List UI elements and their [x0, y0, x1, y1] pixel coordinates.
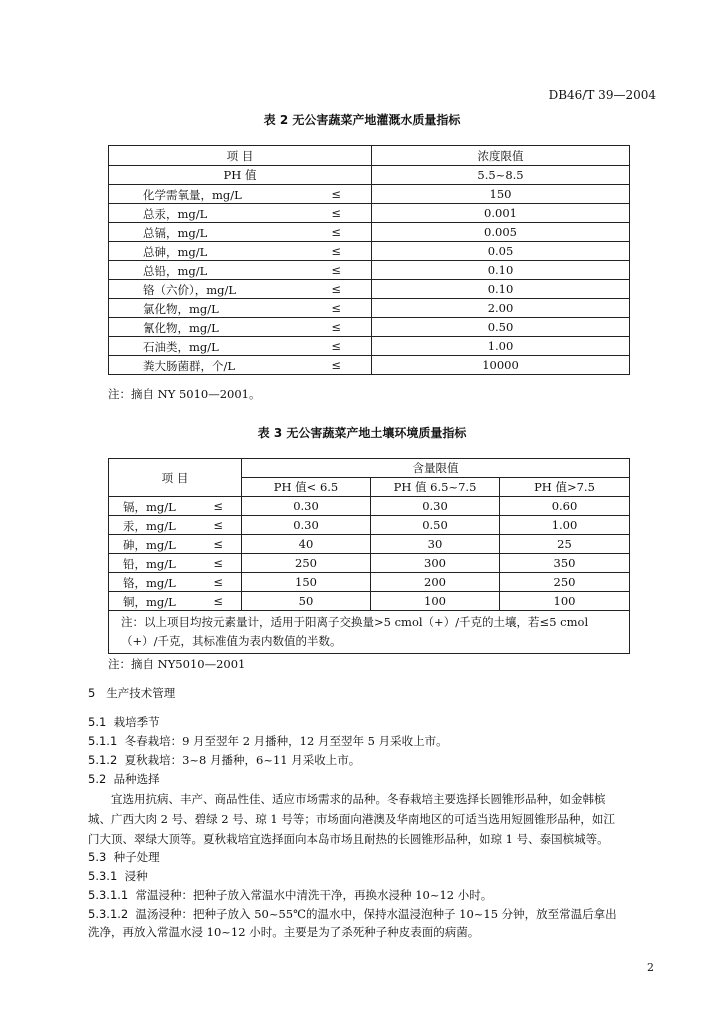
table-row [109, 280, 630, 299]
row-symbol: ≤ [213, 499, 223, 513]
row-symbol: ≤ [331, 206, 341, 220]
row-value: 2.00 [372, 299, 630, 318]
table3-inner-note-line1: 注：以上项目均按元素量计，适用于阳离子交换量>5 cmol（+）/千克的土壤，若≤5 cmol [121, 615, 589, 629]
row-symbol: ≤ [331, 225, 341, 239]
table2-note: 注：摘自 NY 5010—2001。 [108, 387, 261, 401]
row-value: 200 [371, 573, 500, 592]
section-text: 把种子放入常温水中清洗干净，再换水浸种 10~12 小时。 [193, 888, 493, 902]
row-name: 铜，mg/L [123, 595, 176, 609]
row-name: 总砷，mg/L [143, 245, 208, 259]
table3-inner-note [109, 611, 630, 654]
row-symbol: ≤ [331, 358, 341, 372]
section-5-3-1-heading [88, 868, 148, 884]
row-value: 30 [371, 535, 500, 554]
table2-header-item: 项 目 [109, 146, 372, 166]
table-row [109, 223, 630, 242]
section-number: 5.3 [88, 850, 107, 864]
table2-caption: 表 2 无公害蔬菜产地灌溉水质量指标 [263, 113, 461, 127]
row-value: 1.00 [372, 337, 630, 356]
table-row [109, 573, 630, 592]
section-5-3-heading [88, 849, 160, 865]
row-value: 150 [372, 185, 630, 204]
section-number: 5.1.2 [88, 753, 118, 767]
row-value: 0.30 [242, 516, 371, 535]
row-symbol: ≤ [331, 301, 341, 315]
row-name: 汞，mg/L [123, 519, 176, 533]
row-name: 铬，mg/L [123, 576, 176, 590]
row-symbol: ≤ [213, 537, 223, 551]
table3-col-header: PH 值< 6.5 [242, 478, 371, 497]
row-symbol: ≤ [213, 556, 223, 570]
table-row [109, 337, 630, 356]
row-symbol: ≤ [331, 320, 341, 334]
section-title: 夏秋栽培： [124, 753, 183, 767]
row-value: 40 [242, 535, 371, 554]
row-name: 砷，mg/L [123, 538, 176, 552]
section-5-heading [88, 685, 175, 701]
section-5-1-heading [88, 714, 160, 730]
row-name: 镉，mg/L [123, 500, 176, 514]
section-5-2-heading [88, 771, 160, 787]
row-name: 总铅，mg/L [143, 264, 208, 278]
section-5-3-1-1 [88, 887, 492, 903]
section-number: 5.3.1 [88, 869, 118, 883]
table3-col-header: PH 值 6.5~7.5 [371, 478, 500, 497]
row-value: 0.10 [372, 261, 630, 280]
table2-ph-value: 5.5~8.5 [372, 166, 630, 185]
table-row [109, 261, 630, 280]
table2-ph-label: PH 值 [109, 166, 372, 185]
row-symbol: ≤ [331, 339, 341, 353]
row-value: 0.30 [371, 497, 500, 516]
section-number: 5.3.1.2 [88, 907, 129, 921]
row-name: 粪大肠菌群，个/L [143, 359, 236, 373]
row-name: 氰化物，mg/L [143, 321, 219, 335]
row-value: 100 [371, 592, 500, 611]
row-value: 0.60 [500, 497, 630, 516]
row-value: 50 [242, 592, 371, 611]
section-number: 5.1 [88, 715, 107, 729]
table3 [108, 458, 630, 654]
section-title: 生产技术管理 [106, 686, 176, 700]
row-name: 总镉，mg/L [143, 226, 208, 240]
row-symbol: ≤ [331, 263, 341, 277]
page-number: 2 [647, 961, 654, 974]
section-title: 栽培季节 [113, 715, 160, 729]
section-5-1-2 [88, 752, 360, 768]
row-name: 石油类，mg/L [143, 340, 219, 354]
section-title: 品种选择 [113, 772, 160, 786]
table3-header-group: 含量限值 [242, 459, 630, 478]
row-name: 总汞，mg/L [143, 207, 208, 221]
paragraph-line: 门大顶、翠绿大顶等。夏秋栽培宜选择面向本岛市场且耐热的长圆锥形品种，如琼 1 号、泰国槟城等。 [88, 832, 609, 846]
table-row [109, 535, 630, 554]
row-value: 0.001 [372, 204, 630, 223]
table-row [109, 299, 630, 318]
table3-caption: 表 3 无公害蔬菜产地土壤环境质量指标 [257, 426, 467, 440]
row-value: 100 [500, 592, 630, 611]
table-row [109, 242, 630, 261]
row-value: 350 [500, 554, 630, 573]
document-number: DB46/T 39—2004 [548, 88, 656, 102]
row-value: 0.50 [372, 318, 630, 337]
table-row [109, 497, 630, 516]
section-title: 浸种 [124, 869, 148, 883]
row-symbol: ≤ [213, 518, 223, 532]
section-5-3-1-2 [88, 906, 617, 922]
paragraph-line: 城、广西大肉 2 号、碧绿 2 号、琼 1 号等；市场面向港澳及华南地区的可适当选用短圆锥形品种，如江 [88, 812, 615, 826]
row-value: 0.05 [372, 242, 630, 261]
table-row [109, 554, 630, 573]
table3-col-header: PH 值>7.5 [500, 478, 630, 497]
table-row [109, 516, 630, 535]
row-symbol: ≤ [331, 282, 341, 296]
table3-inner-note-line2: （+）/千克，其标准值为表内数值的半数。 [121, 634, 342, 648]
row-name: 氯化物，mg/L [143, 302, 219, 316]
row-value: 1.00 [500, 516, 630, 535]
section-title: 种子处理 [113, 850, 160, 864]
section-5-2-paragraph [88, 789, 658, 849]
row-value: 25 [500, 535, 630, 554]
table-row [109, 356, 630, 375]
row-value: 0.30 [242, 497, 371, 516]
table2-header-limit: 浓度限值 [372, 146, 630, 166]
row-value: 300 [371, 554, 500, 573]
row-value: 0.10 [372, 280, 630, 299]
row-symbol: ≤ [331, 187, 341, 201]
row-name: 铅，mg/L [123, 557, 176, 571]
row-symbol: ≤ [213, 594, 223, 608]
table3-header-item: 项 目 [109, 459, 242, 497]
section-title: 温汤浸种： [135, 907, 194, 921]
row-symbol: ≤ [331, 244, 341, 258]
table-row [109, 204, 630, 223]
paragraph-line: 宜选用抗病、丰产、商品性佳、适应市场需求的品种。冬春栽培主要选择长圆锥形品种，如金韩槟 [111, 792, 606, 806]
section-number: 5.3.1.1 [88, 888, 129, 902]
row-value: 0.005 [372, 223, 630, 242]
row-value: 10000 [372, 356, 630, 375]
section-title: 常温浸种： [135, 888, 194, 902]
table2 [108, 145, 630, 375]
section-5-1-1 [88, 733, 448, 749]
section-text: 9 月至翌年 2 月播种，12 月至翌年 5 月采收上市。 [182, 734, 448, 748]
row-value: 250 [242, 554, 371, 573]
section-5-3-1-2-continued: 洗净，再放入常温水浸 10~12 小时。主要是为了杀死种子种皮表面的病菌。 [88, 925, 480, 939]
table3-note: 注：摘自 NY5010—2001 [108, 657, 246, 671]
table-row [109, 185, 630, 204]
section-number: 5.1.1 [88, 734, 118, 748]
section-text: 3~8 月播种，6~11 月采收上市。 [182, 753, 361, 767]
row-value: 0.50 [371, 516, 500, 535]
row-symbol: ≤ [213, 575, 223, 589]
row-name: 铬（六价），mg/L [143, 283, 237, 297]
table-row [109, 318, 630, 337]
row-value: 250 [500, 573, 630, 592]
section-text: 把种子放入 50~55℃的温水中，保持水温浸泡种子 10~15 分钟，放至常温后拿出 [193, 907, 617, 921]
section-title: 冬春栽培： [124, 734, 183, 748]
section-number: 5 [88, 686, 96, 700]
row-name: 化学需氧量，mg/L [143, 188, 242, 202]
section-number: 5.2 [88, 772, 107, 786]
row-value: 150 [242, 573, 371, 592]
table-row [109, 592, 630, 611]
